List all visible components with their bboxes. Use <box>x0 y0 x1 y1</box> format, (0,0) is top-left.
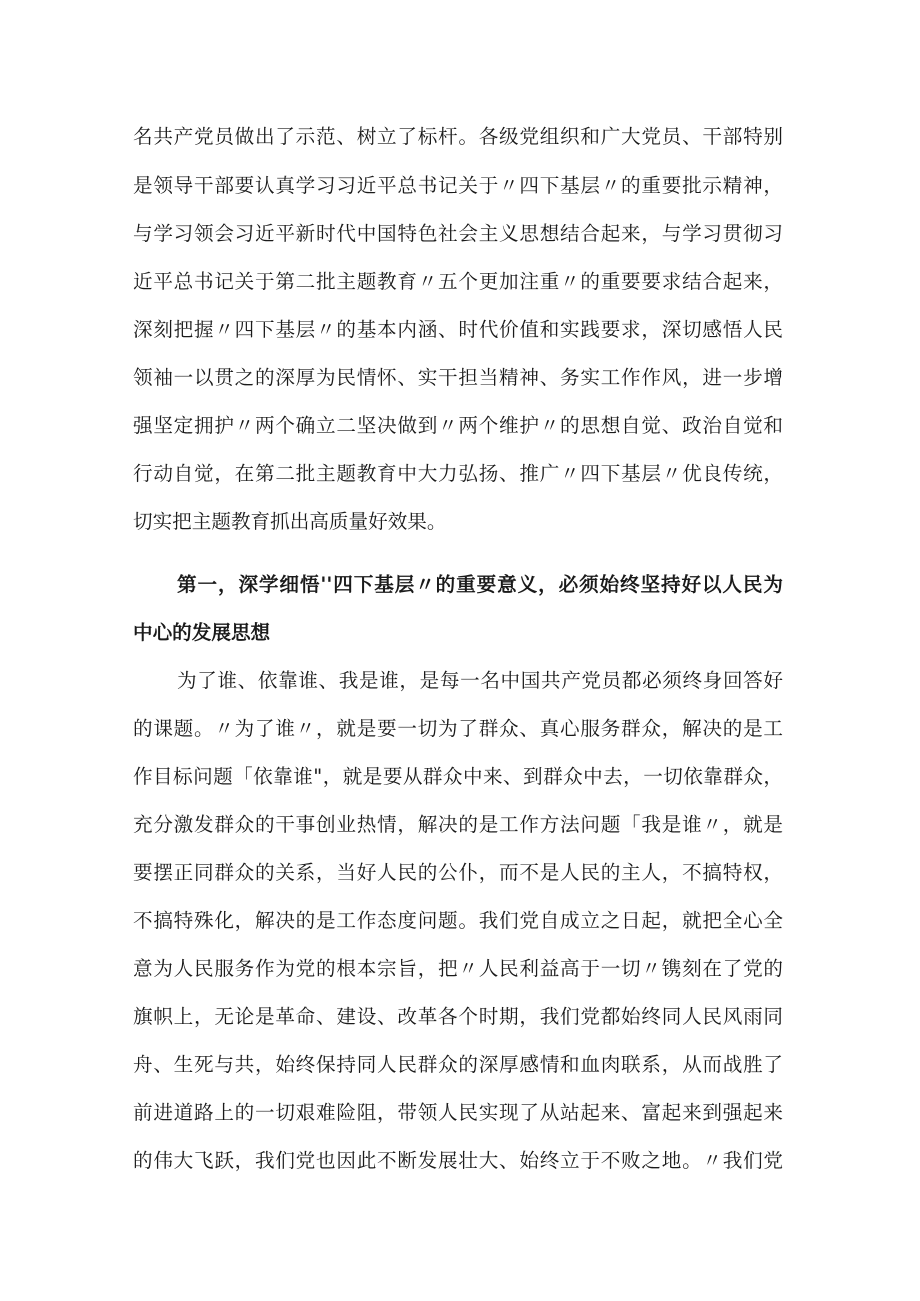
paragraph-2-line-3: 作目标问题「依靠谁"，就是要从群众中来、到群众中去，一切依靠群众， <box>133 765 783 788</box>
paragraph-1-line-8: 行动自觉，在第二批主题教育中大力弘扬、推广〃四下基层〃优良传统， <box>133 462 783 485</box>
paragraph-1-line-7: 强坚定拥护〃两个确立二坚决做到〃两个维护〃的思想自觉、政治自觉和 <box>133 414 783 437</box>
paragraph-2-line-1: 为了谁、依靠谁、我是谁，是每一名中国共产党员都必须终身回答好 <box>177 669 783 692</box>
paragraph-2-line-8: 旗帜上，无论是革命、建设、改革各个时期，我们党都始终同人民风雨同 <box>133 1005 783 1028</box>
paragraph-2-line-9: 舟、生死与共，始终保持同人民群众的深厚感情和血肉联系，从而战胜了 <box>133 1053 783 1076</box>
paragraph-1-line-9: 切实把主题教育抓出高质量好效果。 <box>133 510 447 533</box>
section-heading-line-2: 中心的发展思想 <box>133 621 271 644</box>
paragraph-1-line-5: 深刻把握〃四下基层〃的基本内涵、时代价值和实践要求，深切感悟人民 <box>133 318 783 341</box>
paragraph-2-line-2: 的课题。〃为了谁〃，就是要一切为了群众、真心服务群众，解决的是工 <box>133 717 783 740</box>
paragraph-2-line-6: 不搞特殊化，解决的是工作态度问题。我们党自成立之日起，就把全心全 <box>133 909 783 932</box>
paragraph-1-line-2: 是领导干部要认真学习习近平总书记关于〃四下基层〃的重要批示精神， <box>133 174 783 197</box>
section-heading-line-1: 第一，深学细悟''四下基层〃的重要意义，必须始终坚持好以人民为 <box>177 573 783 596</box>
paragraph-2-line-10: 前进道路上的一切艰难险阻，带领人民实现了从站起来、富起来到强起来 <box>133 1101 783 1124</box>
paragraph-1-line-3: 与学习领会习近平新时代中国特色社会主义思想结合起来，与学习贯彻习 <box>133 222 783 245</box>
paragraph-2-line-5: 要摆正同群众的关系，当好人民的公仆，而不是人民的主人，不搞特权， <box>133 861 783 884</box>
paragraph-1-line-4: 近平总书记关于第二批主题教育〃五个更加注重〃的重要要求结合起来， <box>133 270 783 293</box>
paragraph-2-line-4: 充分激发群众的干事创业热情，解决的是工作方法问题「我是谁〃，就是 <box>133 813 783 836</box>
paragraph-2-line-11: 的伟大飞跃，我们党也因此不断发展壮大、始终立于不败之地。〃我们党 <box>133 1149 783 1172</box>
paragraph-2-line-7: 意为人民服务作为党的根本宗旨，把〃人民利益高于一切〃镌刻在了党的 <box>133 957 783 980</box>
paragraph-1-line-6: 领袖一以贯之的深厚为民情怀、实干担当精神、务实工作作风，进一步增 <box>133 366 783 389</box>
paragraph-1-line-1: 名共产党员做出了示范、树立了标杆。各级党组织和广大党员、干部特别 <box>133 125 783 148</box>
